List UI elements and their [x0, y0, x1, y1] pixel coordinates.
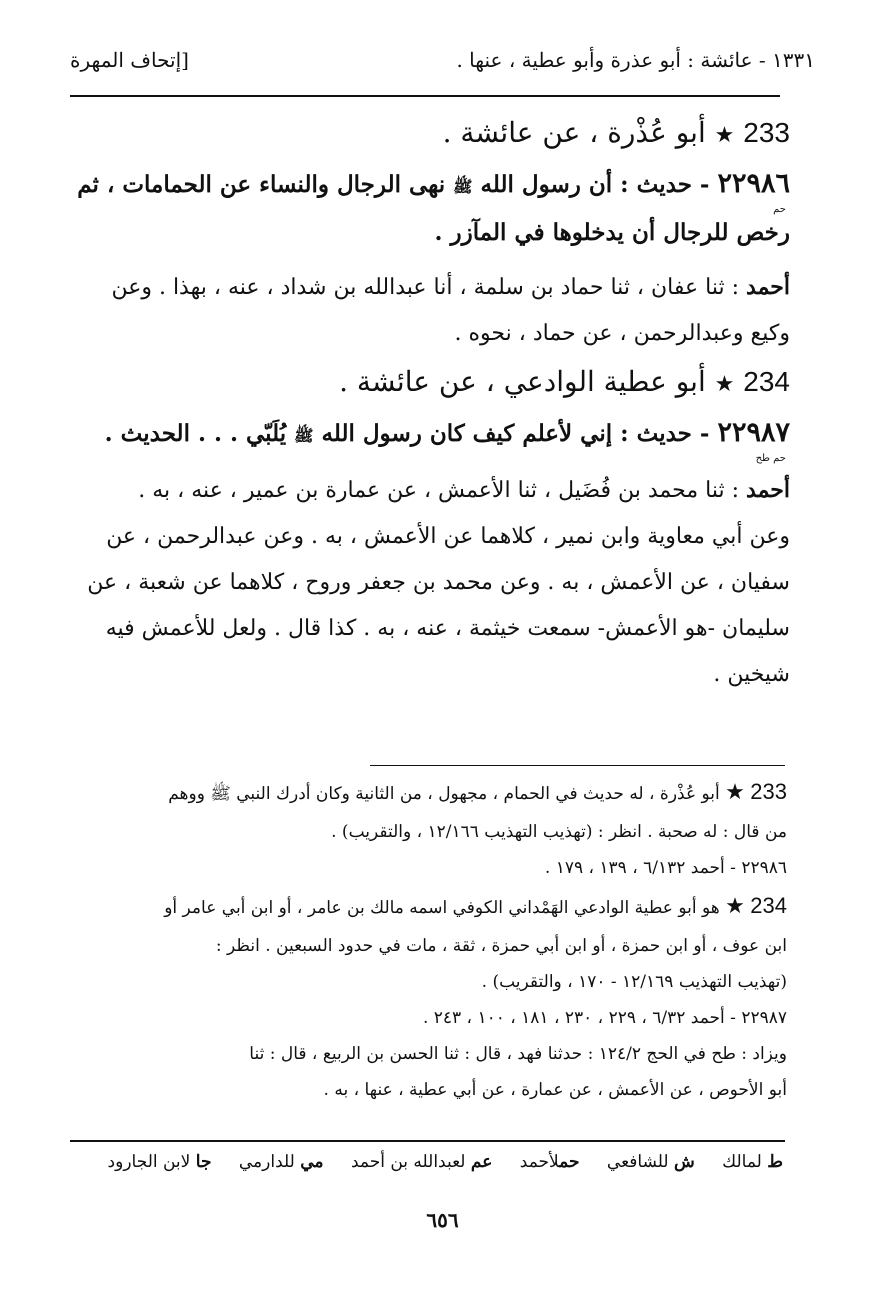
footnote-233: 233 ★ أبو عُذْرة ، له حديث في الحمام ، مجهول ، من الثانية وكان أدرك النبي ﷺ ووهم: [168, 779, 787, 805]
footnotes: [75, 772, 787, 1108]
hadith-22987: ٢٢٩٨٧ حم طح - حديث : إني لأعلم كيف كان رسول الله ﷺ يُلَبّي . . . الحديث .: [75, 410, 790, 459]
isnad-paragraph-1: أحمد : ثنا عفان ، ثنا حماد بن سلمة ، أنا عبدالله بن شداد ، عنه ، بهذا . وعن: [111, 274, 790, 300]
main-text: [75, 108, 790, 698]
text-line: سفيان ، عن الأعمش ، به . وعن محمد بن جعفر وروح ، كلاهما عن شعبة ، عن: [87, 570, 790, 595]
source-sigla: حم: [773, 204, 786, 215]
hadith-number: ٢٢٩٨٧ حم طح: [717, 410, 790, 456]
source-sigla: حم طح: [755, 453, 786, 464]
footnote-ref-22987: ٢٢٩٨٧ - أحمد ٦/٣٢ ، ٢٢٩ ، ٢٣٠ ، ١٨١ ، ١٠٠ ، ٢٤٣ .: [422, 1008, 787, 1028]
source-label: أحمد: [746, 274, 790, 300]
header-section-title: ١٣٣١ - عائشة : أبو عذرة وأبو عطية ، عنها .: [456, 48, 815, 72]
star-icon: ★: [714, 372, 735, 397]
narrator-number: 233: [743, 117, 790, 148]
narrator-name: أبو عطية الوادعي ، عن عائشة .: [339, 365, 706, 398]
footnote-number: 233: [750, 779, 787, 804]
footnote-line: (تهذيب التهذيب ١٢/١٦٩ - ١٧٠ ، والتقريب) .: [481, 972, 787, 992]
footnote-addition: أبو الأحوص ، عن الأعمش ، عن عمارة ، عن أبي عطية ، عنها ، به .: [323, 1080, 787, 1100]
honorific-glyph: ﷺ: [294, 426, 314, 445]
abbreviation-item: مي للدارمي: [238, 1152, 324, 1172]
hadith-22986: ٢٢٩٨٦ حم - حديث : أن رسول الله ﷺ نهى الرجال والنساء عن الحمامات ، ثم: [75, 161, 790, 210]
text-line: وعن أبي معاوية وابن نمير ، كلاهما عن الأعمش ، به . وعن عبدالرحمن ، عن: [106, 524, 790, 549]
star-icon: ★: [714, 123, 735, 148]
abbreviations-key: [78, 1152, 783, 1172]
text-line: سليمان -هو الأعمش- سمعت خيثمة ، عنه ، به . كذا قال . ولعل للأعمش فيه: [105, 616, 790, 641]
running-header: [70, 48, 815, 82]
honorific-glyph: ﷺ: [453, 177, 473, 196]
abbreviation-item: ش للشافعي: [606, 1152, 695, 1172]
abbreviations-divider: [70, 1140, 785, 1142]
hadith-22986-line2: رخص للرجال أن يدخلوها في المآزر .: [434, 219, 790, 246]
header-book-title: [إتحاف المهرة: [70, 48, 189, 72]
footnote-line: ابن عوف ، أو ابن حمزة ، أو ابن أبي حمزة ، ثقة ، مات في حدود السبعين . انظر :: [215, 936, 787, 956]
isnad-paragraph-2: أحمد : ثنا محمد بن فُضَيل ، ثنا الأعمش ، عن عمارة بن عمير ، عنه ، به .: [138, 477, 790, 503]
narrator-number: 234: [743, 366, 790, 397]
footnote-divider: [370, 765, 785, 766]
footnote-line: من قال : له صحبة . انظر : (تهذيب التهذيب ١٢/١٦٦ ، والتقريب) .: [331, 822, 787, 842]
hadith-number: ٢٢٩٨٦ حم: [717, 161, 790, 207]
footnote-addition: ويزاد : طح في الحج ١٢٤/٢ : حدثنا فهد ، قال : ثنا الحسن بن الربيع ، قال : ثنا: [249, 1044, 787, 1064]
narrator-name: أبو عُذْرة ، عن عائشة .: [442, 116, 706, 149]
page-number: ٦٥٦: [426, 1208, 459, 1232]
star-icon: ★: [725, 780, 745, 805]
footnote-234: 234 ★ هو أبو عطية الوادعي الهَمْداني الكوفي اسمه مالك بن عامر ، أو ابن أبي عامر أو: [164, 893, 787, 919]
star-icon: ★: [725, 894, 745, 919]
abbreviation-item: جا لابن الجارود: [107, 1152, 212, 1172]
abbreviation-item: عم لعبدالله بن أحمد: [350, 1152, 493, 1172]
abbreviation-item: حملأحمد: [519, 1152, 580, 1172]
narrator-heading-233: [75, 108, 790, 161]
narrator-heading-234: [75, 357, 790, 410]
footnote-ref-22986: ٢٢٩٨٦ - أحمد ٦/١٣٢ ، ١٣٩ ، ١٧٩ .: [544, 858, 787, 878]
source-label: أحمد: [746, 477, 790, 503]
text-line: شيخين .: [713, 662, 790, 687]
abbreviation-item: ط لمالك: [722, 1152, 783, 1172]
footnote-number: 234: [750, 893, 787, 918]
text-line: وكيع وعبدالرحمن ، عن حماد ، نحوه .: [454, 321, 790, 346]
header-divider: [70, 95, 780, 97]
